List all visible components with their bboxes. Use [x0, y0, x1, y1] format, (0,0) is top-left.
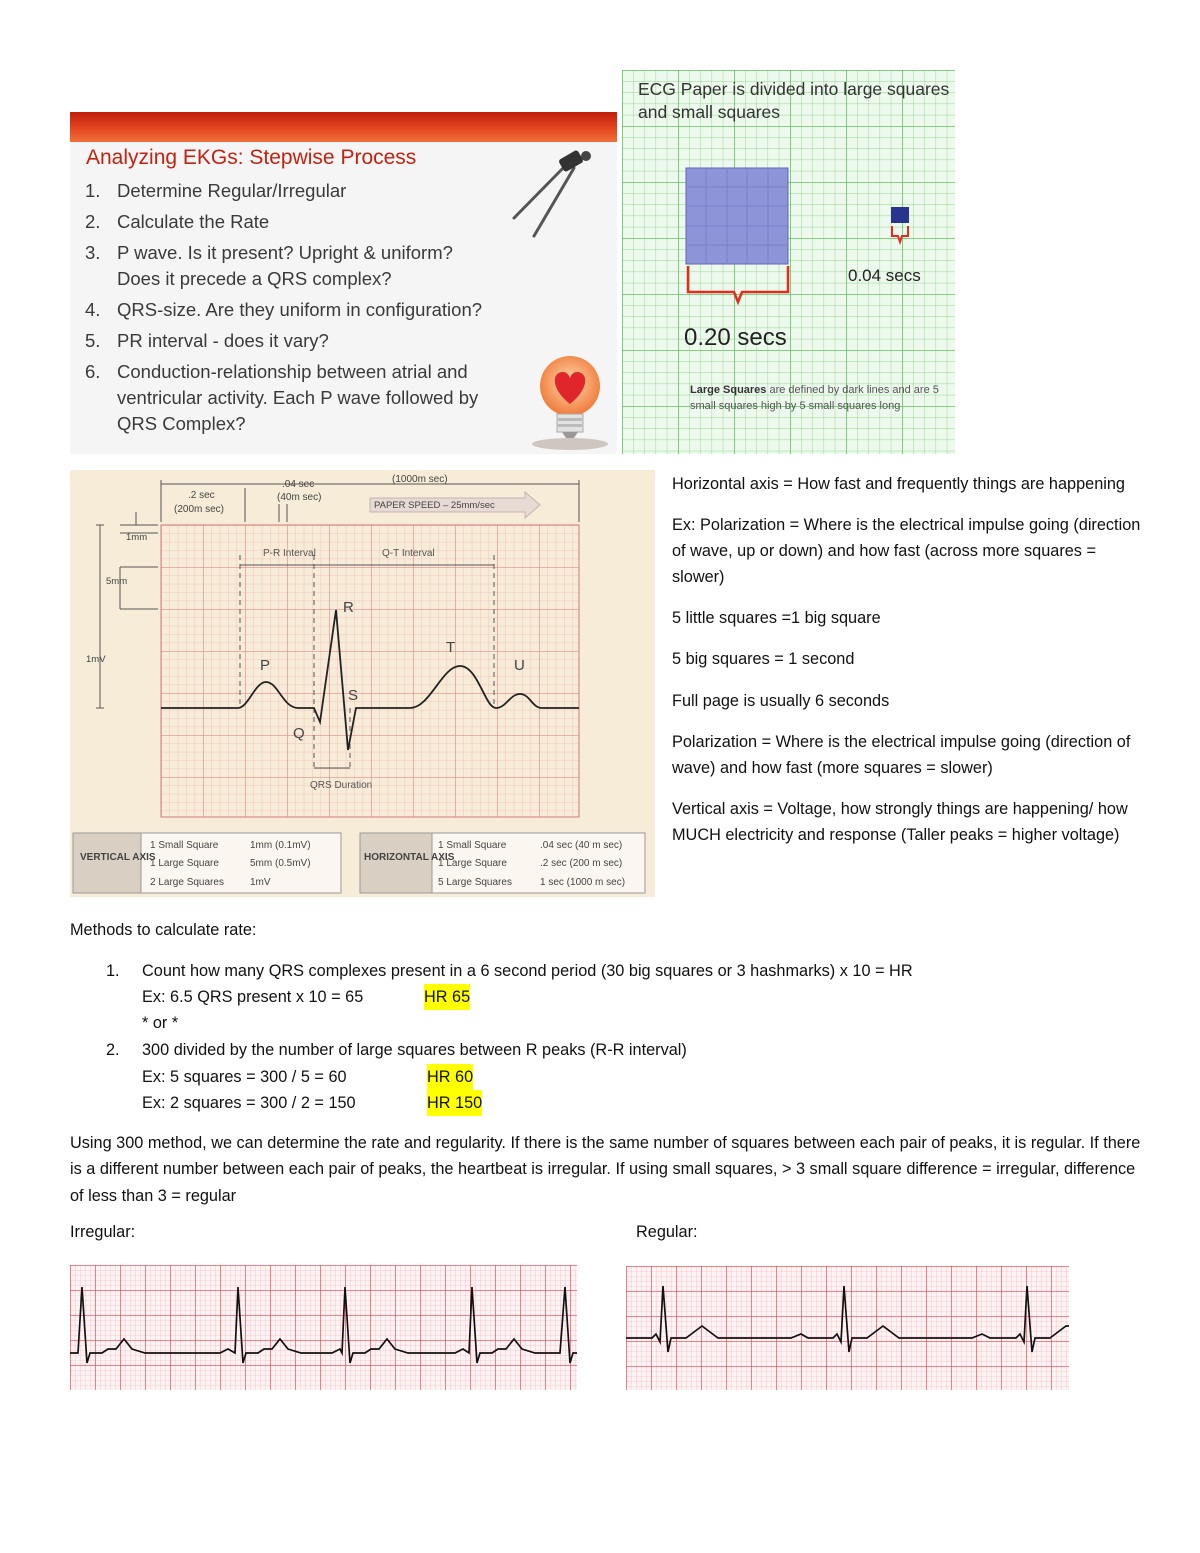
ecg-paper-title: ECG Paper is divided into large squares and small squares [638, 79, 950, 122]
method-1-example: Ex: 6.5 QRS present x 10 = 65 [142, 988, 364, 1006]
five-mm-label: 5mm [106, 576, 128, 587]
slide-title: Analyzing EKGs: Stepwise Process [86, 146, 417, 169]
horizontal-axis-table [360, 833, 645, 893]
pr-interval-label: P-R Interval [263, 548, 316, 559]
vertical-axis-table [73, 833, 341, 893]
point-zero-four-label: .04 sec [282, 479, 315, 490]
one-mv-label: 1mV [86, 654, 106, 665]
caliper-icon [494, 148, 604, 243]
method-2-text: 300 divided by the number of large squares between R peaks (R-R interval) [142, 1041, 687, 1059]
method-2-number: 2. [106, 1041, 120, 1059]
note-little-squares: 5 little squares =1 big square [672, 609, 881, 628]
method-1-number: 1. [106, 962, 120, 980]
q-wave-label: Q [293, 725, 305, 742]
point-two-sec-label: .2 sec [188, 490, 215, 501]
method-1-result: HR 65 [424, 984, 470, 1010]
ecg-waveform-diagram [70, 470, 655, 897]
note-full-page: Full page is usually 6 seconds [672, 691, 890, 710]
svg-text:1mm (0.1mV): 1mm (0.1mV) [250, 840, 311, 851]
t-wave-label: T [446, 639, 456, 656]
note-polarization-example: Ex: Polarization = Where is the electrical impulse going (direction of wave, up or down) and how fast (across more squares = slower) [672, 516, 1141, 586]
svg-text:.04 sec (40 m sec): .04 sec (40 m sec) [540, 840, 623, 851]
stepwise-list [84, 178, 482, 442]
ekg-slide [70, 112, 617, 454]
point-two-sec-ms-label: (200m sec) [174, 504, 225, 515]
p-wave-label: P [260, 657, 271, 674]
svg-text:1 Small Square: 1 Small Square [150, 840, 219, 851]
step-item: 3. P wave. Is it present? Upright & uniform? Does it precede a QRS complex? [85, 242, 453, 289]
svg-text:VERTICAL AXIS: VERTICAL AXIS [80, 852, 156, 863]
step-item: 2. Calculate the Rate [85, 211, 270, 232]
large-square-label: 0.20 secs [684, 324, 787, 351]
method-1-text: Count how many QRS complexes present in a 6 second period (30 big squares or 3 hashmarks) x 10 = HR [142, 962, 913, 980]
regular-label: Regular: [636, 1223, 698, 1241]
irregular-rhythm-strip [70, 1265, 577, 1390]
r-wave-label: R [343, 599, 354, 616]
paper-speed-label: PAPER SPEED – 25mm/sec [374, 500, 495, 511]
svg-text:5mm (0.5mV): 5mm (0.5mV) [250, 858, 311, 869]
method-2-result-1: HR 60 [427, 1064, 473, 1090]
qrs-duration-label: QRS Duration [310, 780, 373, 791]
step-item: 4. QRS-size. Are they uniform in configuration? [85, 299, 483, 320]
note-horizontal-axis: Horizontal axis = How fast and frequently things are happening [672, 475, 1125, 493]
methods-heading: Methods to calculate rate: [70, 921, 257, 939]
svg-text:1mV: 1mV [250, 877, 271, 888]
regular-rhythm-strip [626, 1266, 1069, 1390]
qt-interval-label: Q-T Interval [382, 548, 435, 559]
one-second-label: (1000m sec) [392, 474, 448, 485]
axis-notes [672, 472, 1142, 864]
ecg-paper-card [622, 70, 955, 454]
small-square-label: 0.04 secs [848, 266, 921, 285]
large-squares-note: Large Squares are defined by dark lines and are 5 small squares high by 5 small squares long [690, 384, 939, 412]
note-big-squares: 5 big squares = 1 second [672, 650, 855, 669]
method-2-result-2: HR 150 [427, 1090, 482, 1116]
slide-header-bar [70, 112, 617, 142]
svg-text:HORIZONTAL AXIS: HORIZONTAL AXIS [364, 852, 455, 863]
irregular-label: Irregular: [70, 1223, 136, 1241]
or-separator: * or * [142, 1014, 179, 1032]
svg-text:.2 sec (200 m sec): .2 sec (200 m sec) [540, 858, 623, 869]
svg-text:1 Small Square: 1 Small Square [438, 840, 507, 851]
note-vertical-axis: Vertical axis = Voltage, how strongly things are happening/ how MUCH electricity and response (Taller peaks = higher voltage) [672, 800, 1128, 844]
lightbulb-heart-icon [530, 348, 610, 454]
svg-text:1 Large Square: 1 Large Square [150, 858, 219, 869]
method-2-example-1: Ex: 5 squares = 300 / 5 = 60 [142, 1068, 347, 1086]
svg-text:1 Large Square: 1 Large Square [438, 858, 507, 869]
svg-text:2 Large Squares: 2 Large Squares [150, 877, 224, 888]
step-item: 5. PR interval - does it vary? [85, 330, 329, 351]
regularity-paragraph: Using 300 method, we can determine the rate and regularity. If there is the same number of squares between each pair of peaks, it is regular. If there is a different number between each pair of peaks, the heartbeat is irregular. If using small squares, > 3 small square difference = irregular, difference of less than 3 = regular [70, 1134, 1141, 1205]
u-wave-label: U [514, 657, 525, 674]
step-item: 1. Determine Regular/Irregular [85, 180, 347, 201]
point-zero-four-ms-label: (40m sec) [277, 492, 322, 503]
step-item: 6. Conduction-relationship between atrial and ventricular activity. Each P wave followed by QRS Complex? [85, 361, 479, 434]
svg-text:1 sec (1000 m sec): 1 sec (1000 m sec) [540, 877, 626, 888]
svg-text:5 Large Squares: 5 Large Squares [438, 877, 512, 888]
note-polarization: Polarization = Where is the electrical impulse going (direction of wave) and how fast (more squares = slower) [672, 733, 1131, 777]
s-wave-label: S [348, 687, 359, 704]
method-2-example-2: Ex: 2 squares = 300 / 2 = 150 [142, 1094, 356, 1112]
one-mm-label: 1mm [126, 532, 148, 543]
